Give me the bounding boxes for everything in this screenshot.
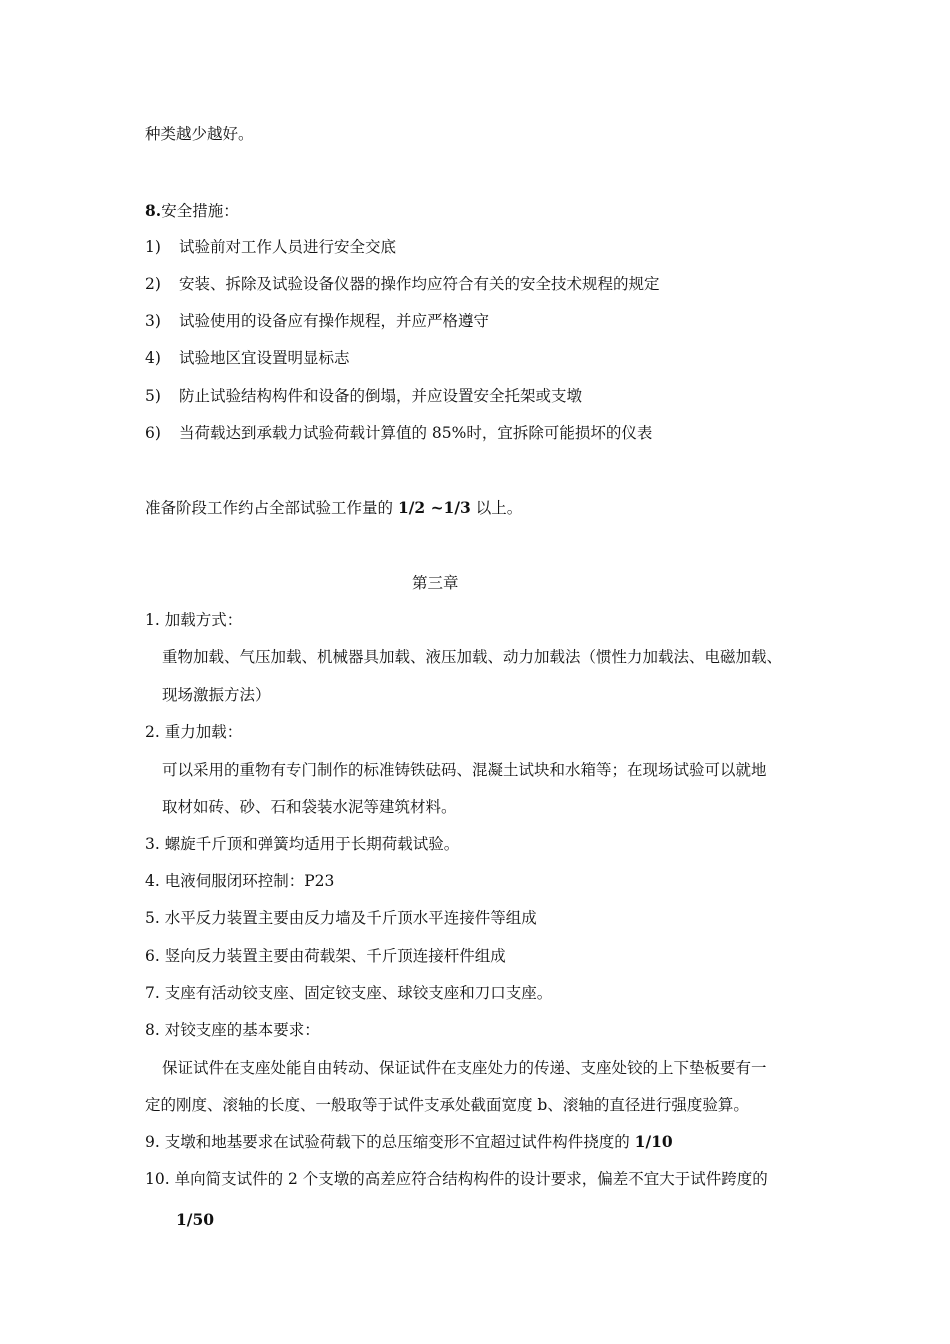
item-9 bbox=[145, 1132, 673, 1152]
item-5: 5. 水平反力装置主要由反力墙及千斤顶水平连接件等组成 bbox=[145, 909, 537, 927]
safety-item-text: 防止试验结构构件和设备的倒塌，并应设置安全托架或支墩 bbox=[179, 387, 583, 405]
item-9-text: 9. 支墩和地基要求在试验荷载下的总压缩变形不宜超过试件构件挠度的 bbox=[145, 1133, 635, 1151]
prep-ratio bbox=[145, 498, 522, 518]
item-8-line-1: 保证试件在支座处能自由转动、保证试件在支座处力的传递、支座处铰的上下垫板要有一 bbox=[162, 1059, 767, 1077]
item-2-line-1: 可以采用的重物有专门制作的标准铸铁砝码、混凝土试块和水箱等；在现场试验可以就地 bbox=[162, 761, 767, 779]
safety-item-number: 2) bbox=[145, 275, 161, 293]
safety-item-text: 试验前对工作人员进行安全交底 bbox=[179, 238, 397, 256]
safety-item-6 bbox=[145, 423, 652, 443]
safety-item-number: 5) bbox=[145, 387, 161, 405]
item-1-line-1: 重物加载、气压加载、机械器具加载、液压加载、动力加载法（惯性力加载法、电磁加载、 bbox=[162, 648, 783, 666]
item-7: 7. 支座有活动铰支座、固定铰支座、球铰支座和刀口支座。 bbox=[145, 984, 553, 1002]
safety-item-text: 当荷载达到承载力试验荷载计算值的 85%时，宜拆除可能损坏的仪表 bbox=[179, 424, 653, 442]
item-1-heading: 1. 加载方式： bbox=[145, 611, 243, 629]
prep-suffix: 以上。 bbox=[470, 499, 523, 517]
safety-item-number: 4) bbox=[145, 349, 161, 367]
safety-item-number: 3) bbox=[145, 312, 161, 330]
safety-item-text: 安装、拆除及试验设备仪器的操作均应符合有关的安全技术规程的规定 bbox=[179, 275, 660, 293]
item-8-heading: 8. 对铰支座的基本要求： bbox=[145, 1021, 320, 1039]
item-1-line-2: 现场激振方法） bbox=[162, 686, 271, 704]
safety-heading bbox=[145, 201, 239, 221]
item-6: 6. 竖向反力装置主要由荷载架、千斤顶连接杆件组成 bbox=[145, 947, 506, 965]
item-9-ratio: 1/10 bbox=[634, 1132, 673, 1151]
safety-item-number: 6) bbox=[145, 424, 161, 442]
intro-tail: 种类越少越好。 bbox=[145, 125, 254, 143]
safety-item-4 bbox=[145, 348, 350, 368]
safety-item-1 bbox=[145, 237, 396, 257]
safety-item-number: 1) bbox=[145, 238, 161, 256]
safety-item-text: 试验地区宜设置明显标志 bbox=[179, 349, 350, 367]
item-3: 3. 螺旋千斤顶和弹簧均适用于长期荷载试验。 bbox=[145, 835, 460, 853]
item-10-ratio: 1/50 bbox=[176, 1210, 215, 1229]
item-2-line-2: 取材如砖、砂、石和袋装水泥等建筑材料。 bbox=[162, 798, 457, 816]
safety-number: 8. bbox=[145, 201, 162, 220]
safety-item-3 bbox=[145, 311, 489, 331]
item-2-heading: 2. 重力加载： bbox=[145, 723, 243, 741]
prep-text: 准备阶段工作约占全部试验工作量的 bbox=[145, 499, 398, 517]
item-4: 4. 电液伺服闭环控制：P23 bbox=[145, 872, 335, 890]
safety-item-2 bbox=[145, 274, 660, 294]
prep-ratio-value: 1/2 ~1/3 bbox=[397, 498, 471, 517]
safety-item-text: 试验使用的设备应有操作规程，并应严格遵守 bbox=[179, 312, 490, 330]
safety-item-5 bbox=[145, 386, 582, 406]
safety-title: 安全措施： bbox=[161, 202, 239, 220]
item-10-line-1: 10. 单向简支试件的 2 个支墩的高差应符合结构构件的设计要求，偏差不宜大于试件跨度的 bbox=[145, 1170, 768, 1188]
chapter-title: 第三章 bbox=[412, 574, 459, 592]
item-8-line-2: 定的刚度、滚轴的长度、一般取等于试件支承处截面宽度 b、滚轴的直径进行强度验算。 bbox=[145, 1096, 749, 1114]
